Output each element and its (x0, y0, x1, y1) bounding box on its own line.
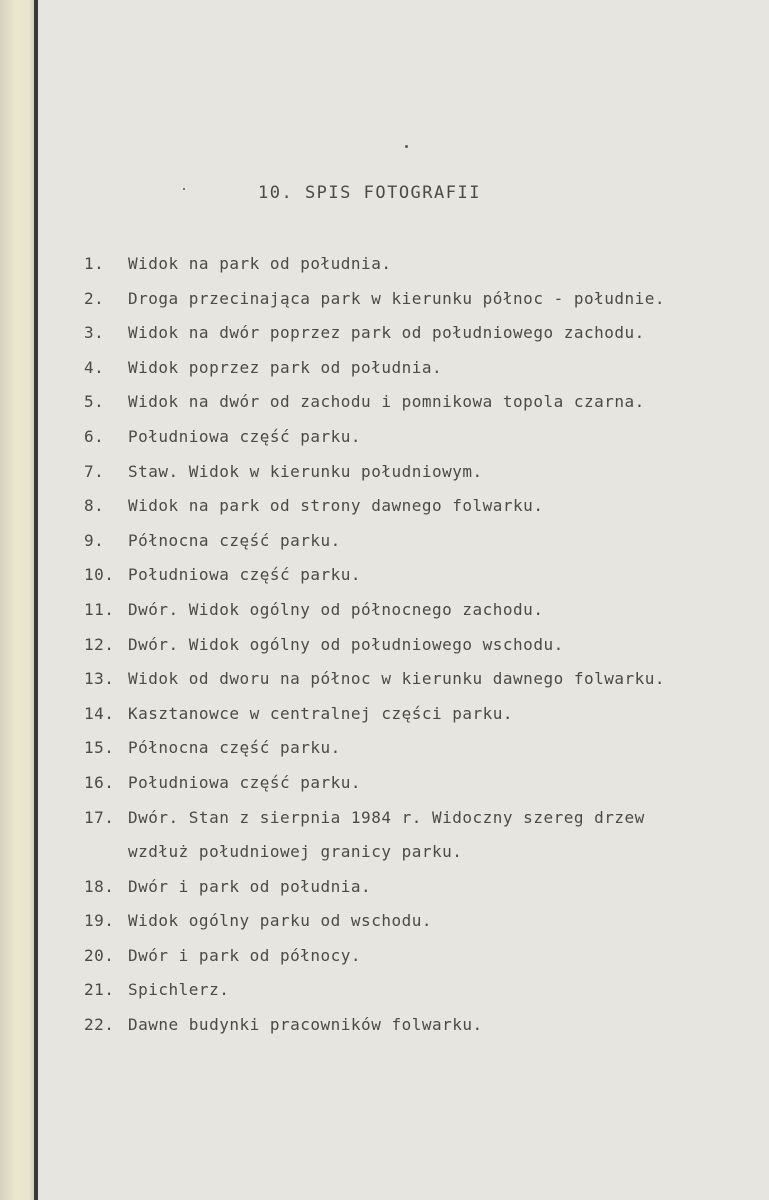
binding-margin (0, 0, 36, 1200)
item-text: Dwór. Widok ogólny od południowego wschodu. (128, 634, 564, 654)
item-text: Widok od dworu na północ w kierunku dawnego folwarku. (128, 669, 666, 689)
list-item (84, 529, 665, 564)
item-number: 13. (84, 669, 115, 689)
item-number: 15. (84, 738, 115, 758)
list-item (84, 978, 665, 1013)
list-item (84, 425, 665, 460)
page-title: 10. SPIS FOTOGRAFII (258, 183, 481, 203)
item-number: 7. (84, 461, 105, 481)
item-text: Dwór. Widok ogólny od północnego zachodu. (128, 599, 544, 619)
item-text: Południowa część parku. (128, 772, 362, 792)
item-number: 10. (84, 565, 115, 585)
item-number: 1. (84, 254, 105, 273)
item-number: 17. (84, 807, 115, 827)
list-item (84, 598, 665, 633)
item-text: Spichlerz. (128, 980, 230, 1000)
item-text: Widok na dwór od zachodu i pomnikowa topola czarna. (128, 392, 645, 412)
item-text: Południowa część parku. (128, 426, 362, 446)
item-text: Kasztanowce w centralnej części parku. (128, 703, 514, 723)
item-number: 2. (84, 288, 105, 308)
item-text: Dwór. Stan z sierpnia 1984 r. Widoczny szereg drzew (128, 807, 645, 827)
item-text: Widok na park od południa. (128, 254, 392, 273)
list-item (84, 356, 665, 391)
list-item (84, 1013, 665, 1048)
item-number: 22. (84, 1014, 115, 1034)
list-item (84, 563, 665, 598)
item-text: Widok na dwór poprzez park od południowego zachodu. (128, 323, 645, 343)
item-number: 14. (84, 703, 115, 723)
item-text: Północna część parku. (128, 738, 341, 758)
item-text: Droga przecinająca park w kierunku północ - południe. (128, 288, 666, 308)
ink-speck (183, 188, 185, 190)
item-number: 3. (84, 323, 105, 343)
list-item (84, 667, 665, 702)
list-item (84, 321, 665, 356)
ink-speck (405, 145, 408, 148)
item-number: 18. (84, 876, 115, 896)
item-number: 12. (84, 634, 115, 654)
list-item (84, 252, 665, 287)
item-text: Widok na park od strony dawnego folwarku. (128, 496, 544, 516)
item-text: Dawne budynki pracowników folwarku. (128, 1014, 483, 1034)
item-number: 6. (84, 426, 105, 446)
item-text: Północna część parku. (128, 530, 341, 550)
list-item (84, 702, 665, 737)
photo-list (84, 252, 665, 1047)
item-number: 16. (84, 772, 115, 792)
item-number: 4. (84, 357, 105, 377)
item-text: Widok ogólny parku od wschodu. (128, 911, 432, 931)
list-item (84, 771, 665, 806)
list-item (84, 875, 665, 910)
item-number: 19. (84, 911, 115, 931)
item-text: Widok poprzez park od południa. (128, 357, 443, 377)
item-text: Dwór i park od północy. (128, 945, 362, 965)
item-text-continuation: wzdłuż południowej granicy parku. (128, 841, 463, 861)
list-item (84, 944, 665, 979)
list-item (84, 494, 665, 529)
list-item (84, 909, 665, 944)
item-number: 21. (84, 980, 115, 1000)
item-text: Południowa część parku. (128, 565, 362, 585)
list-item (84, 460, 665, 495)
item-number: 11. (84, 599, 115, 619)
item-number: 5. (84, 392, 105, 412)
list-item (84, 287, 665, 322)
item-text: Dwór i park od południa. (128, 876, 372, 896)
list-item (84, 806, 665, 875)
list-item (84, 736, 665, 771)
list-item (84, 633, 665, 668)
item-number: 8. (84, 496, 105, 516)
item-number: 20. (84, 945, 115, 965)
item-text: Staw. Widok w kierunku południowym. (128, 461, 483, 481)
item-number: 9. (84, 530, 105, 550)
list-item (84, 390, 665, 425)
